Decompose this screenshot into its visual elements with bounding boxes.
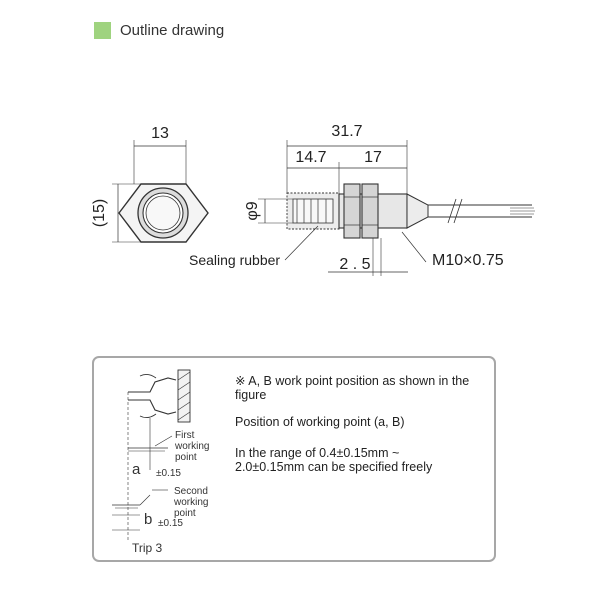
note-work-point: ※ A, B work point position as shown in the figure [235, 374, 470, 402]
thread-label: M10×0.75 [432, 252, 504, 269]
a-label: a [132, 461, 141, 478]
dim-15-label: (15) [91, 198, 108, 228]
dim-17-label: 17 [364, 149, 382, 166]
b-label: b [144, 511, 153, 528]
first-working-point-label: First working point [175, 430, 210, 463]
dim-31-7-label: 31.7 [331, 123, 363, 140]
note-range: In the range of 0.4±0.15mm ~ 2.0±0.15mm can be specified freely [235, 446, 433, 474]
dim-2-5-label: 2 . 5 [339, 256, 371, 273]
trip-label: Trip 3 [132, 541, 163, 555]
sealing-rubber-label: Sealing rubber [189, 252, 281, 268]
dim-14-7-label: 14.7 [295, 149, 327, 166]
b-tolerance: ±0.15 [158, 518, 183, 529]
note-position: Position of working point (a, B) [235, 415, 405, 429]
a-tolerance: ±0.15 [156, 468, 181, 479]
second-working-point-label: Second working point [174, 486, 209, 519]
end-view [112, 140, 208, 242]
dim-phi9-label: φ9 [244, 201, 261, 221]
section-title: Outline drawing [120, 22, 225, 39]
dim-13-label: 13 [151, 125, 169, 142]
